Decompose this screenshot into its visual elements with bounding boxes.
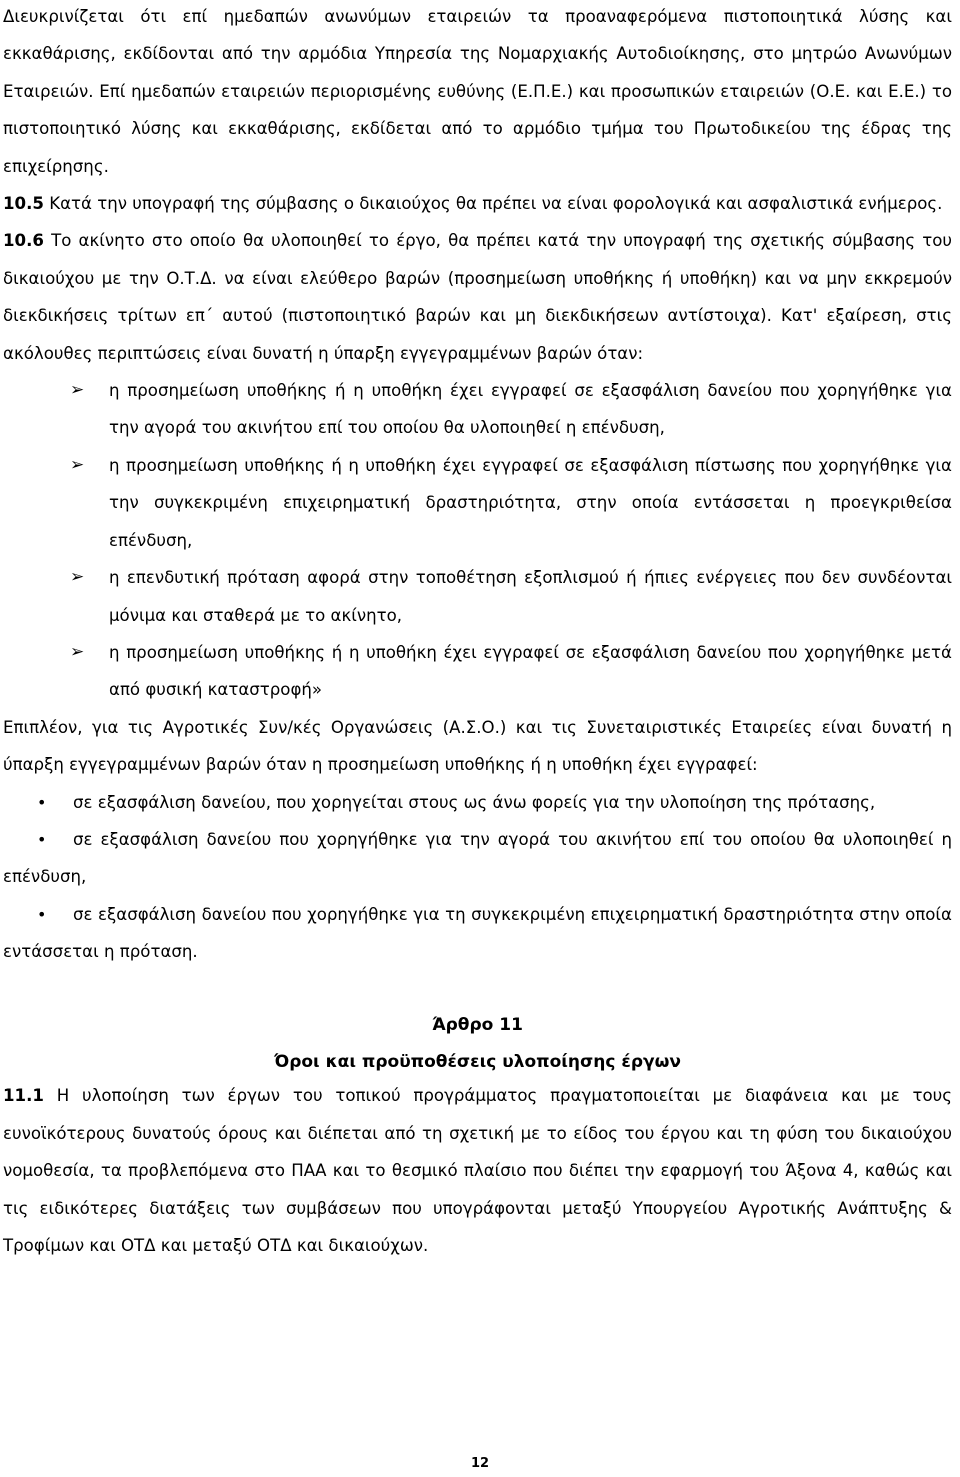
paragraph-11-1 (3, 1077, 952, 1264)
list-item-text: η επενδυτική πρόταση αφορά στην τοποθέτηση εξοπλισμού ή ήπιες ενέργειες που δεν συνδέονται μόνιμα και σταθερά με το ακίνητο, (109, 568, 952, 625)
section-number: 11.1 (3, 1086, 44, 1106)
paragraph-10-5 (3, 185, 952, 222)
list-item (3, 821, 952, 896)
list-item (3, 784, 952, 821)
page-number: 12 (470, 1456, 490, 1471)
arrow-bullet-icon: ➢ (70, 454, 85, 475)
list-item (3, 634, 952, 709)
list-item-text: σε εξασφάλιση δανείου που χορηγήθηκε για τη συγκεκριμένη επιχειρηματική δραστηριότητα στην οποία εντάσσεται η πρόταση. (3, 904, 952, 962)
list-item (3, 447, 952, 559)
aso-conditions-list (3, 784, 952, 971)
paragraph-text: Το ακίνητο στο οποίο θα υλοποιηθεί το έργο, θα πρέπει κατά την υπογραφή της σχετικής σύμβασης του δικαιούχου με την Ο.Τ.Δ. να είναι ελεύθερο βαρών (προσημείωση υποθήκης ή υποθήκη) και να μην εκκρεμούν διεκδικήσεις τρίτων επ΄ αυτού (πιστοποιητικό βαρών και μη διεκδικήσεων αντίστοιχα). Κατ' εξαίρεση, στις ακόλουθες περιπτώσεις είναι δυνατή η ύπαρξη εγγεγραμμένων βαρών όταν: (3, 231, 952, 363)
paragraph-dissolution-certificates (3, 0, 952, 185)
paragraph-10-6 (3, 222, 952, 372)
arrow-bullet-icon: ➢ (70, 380, 85, 401)
paragraph-text: Η υλοποίηση των έργων του τοπικού προγράμματος πραγματοποιείται με διαφάνεια και με τους ευνοϊκότερους δυνατούς όρους και διέπεται από τη σχετική με το είδος του έργου και τη φύση του δικαιούχου νομοθεσία, τα προβλεπόμενα στο ΠΑΑ και το θεσμικό πλαίσιο που διέπει την εφαρμογή του Άξονα 4, καθώς και τις ειδικότερες διατάξεις των συμβάσεων που υπογράφονται μεταξύ Υπουργείου Αγροτικής Ανάπτυξης & Τροφίμων και ΟΤΔ και μεταξύ ΟΤΔ και δικαιούχων. (3, 1086, 952, 1255)
list-item (3, 372, 952, 447)
bullet-icon: • (37, 792, 47, 812)
article-number: Άρθρο 11 (432, 1014, 523, 1035)
paragraph-text: Κατά την υπογραφή της σύμβασης ο δικαιούχος θα πρέπει να είναι φορολογικά και ασφαλιστικά ενήμερος. (43, 194, 943, 214)
list-item-text: η προσημείωση υποθήκης ή η υποθήκη έχει εγγραφεί σε εξασφάλιση δανείου που χορηγήθηκε για την αγορά του ακινήτου επί του οποίου θα υλοποιηθεί η επένδυση, (109, 381, 952, 438)
list-item-text: σε εξασφάλιση δανείου που χορηγήθηκε για την αγορά του ακινήτου επί του οποίου θα υλοποιηθεί η επένδυση, (3, 829, 952, 887)
list-item-text: η προσημείωση υποθήκης ή η υποθήκη έχει εγγραφεί σε εξασφάλιση πίστωσης που χορηγήθηκε για την συγκεκριμένη επιχειρηματική δραστηριότητα, στην οποία εντάσσεται η προεγκριθείσα επένδυση, (109, 455, 952, 550)
paragraph-text: Επιπλέον, για τις Αγροτικές Συν/κές Οργανώσεις (Α.Σ.Ο.) και τις Συνεταιριστικές Εταιρείες είναι δυνατή η ύπαρξη εγγεγραμμένων βαρών όταν η προσημείωση υποθήκης ή η υποθήκη έχει εγγραφεί: (3, 717, 952, 775)
section-number: 10.5 (3, 194, 44, 214)
list-item (3, 559, 952, 634)
bullet-icon: • (37, 829, 47, 849)
list-item-text: σε εξασφάλιση δανείου, που χορηγείται στους ως άνω φορείς για την υλοποίηση της πρότασης, (73, 792, 876, 812)
section-number: 10.6 (3, 231, 44, 251)
list-item (3, 896, 952, 971)
article-title: Όροι και προϋποθέσεις υλοποίησης έργων (274, 1051, 681, 1072)
exceptions-list (3, 372, 952, 709)
section-spacer (3, 971, 952, 1007)
paragraph-text: Διευκρινίζεται ότι επί ημεδαπών ανωνύμων εταιρειών τα προαναφερόμενα πιστοποιητικά λύσης και εκκαθάρισης, εκδίδονται από την αρμόδια Υπηρεσία της Νομαρχιακής Αυτοδιοίκησης, στο μητρώο Ανωνύμων Εταιρειών. Επί ημεδαπών εταιρειών περιορισμένης ευθύνης (Ε.Π.Ε.) και προσωπικών εταιρειών (Ο.Ε. και Ε.Ε.) το πιστοποιητικό λύσης και εκκαθάρισης, εκδίδεται από το αρμόδιο τμήμα του Πρωτοδικείου της έδρας της επιχείρησης. (3, 7, 952, 176)
list-item-text: η προσημείωση υποθήκης ή η υποθήκη έχει εγγραφεί σε εξασφάλιση δανείου που χορηγήθηκε μετά από φυσική καταστροφή» (109, 642, 952, 700)
paragraph-aso (3, 709, 952, 784)
bullet-icon: • (37, 904, 47, 924)
arrow-bullet-icon: ➢ (70, 641, 85, 662)
arrow-bullet-icon: ➢ (70, 567, 85, 588)
